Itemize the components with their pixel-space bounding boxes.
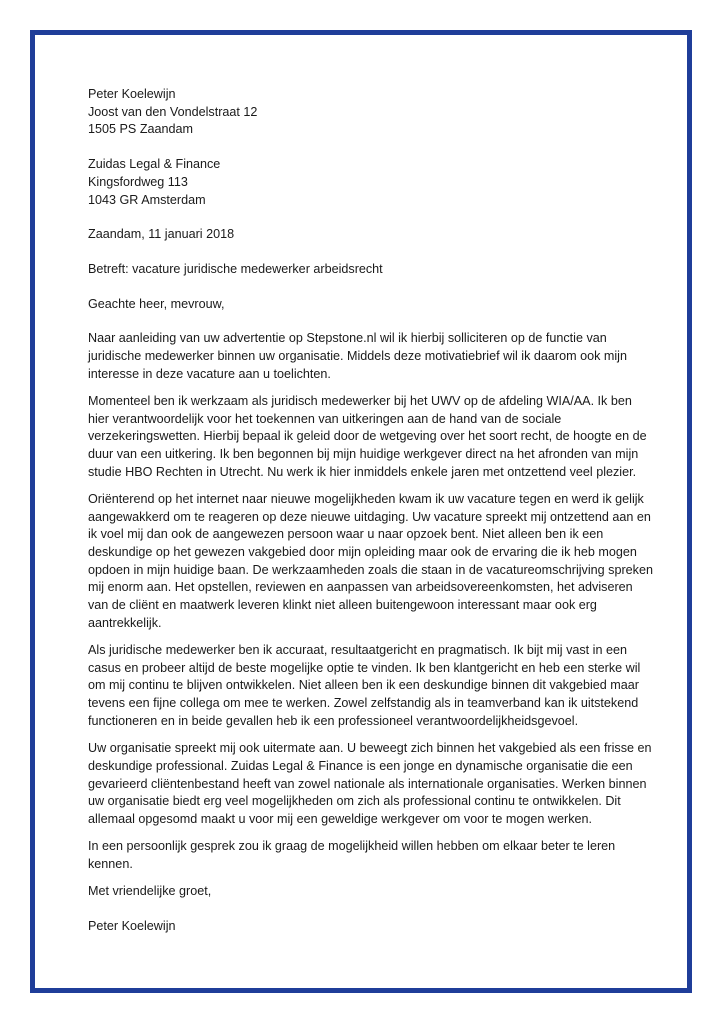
body-paragraph <box>88 491 653 633</box>
sender-name: Peter Koelewijn <box>88 87 176 101</box>
sender-city: 1505 PS Zaandam <box>88 122 194 137</box>
body-line: interesse in deze vacature aan u toelichten. <box>88 366 331 381</box>
body-line: Als juridische medewerker ben ik accuraat, resultaatgericht en pragmatisch. Ik bijt mij vast in een <box>88 643 627 658</box>
body-paragraph <box>88 393 648 482</box>
body-line: deskundige op het gewezen vakgebied door mijn opleiding maar ook de ervaring die ik heb mogen <box>88 545 637 560</box>
subject-line: Betreft: vacature juridische medewerker arbeidsrecht <box>88 261 383 276</box>
sender-street: Joost van den Vondelstraat 12 <box>88 104 258 119</box>
body-line: Uw organisatie spreekt mij ook uitermate aan. U beweegt zich binnen het vakgebied als een frisse en <box>88 741 652 756</box>
body-line: allemaal opgesomd maakt u voor mij een geweldige werkgever om voor te mogen werken. <box>88 811 593 826</box>
date-line: Zaandam, 11 januari 2018 <box>88 227 235 242</box>
body-line: verzekeringswetten. Hierbij bepaal ik geleid door de wetgeving over het soort recht, de hoogte en de <box>88 429 647 444</box>
body-line: Naar aanleiding van uw advertentie op Stepstone.nl wil ik hierbij solliciteren op de functie van <box>88 331 607 346</box>
recipient-street: Kingsfordweg 113 <box>88 174 188 189</box>
body-line: kennen. <box>88 856 133 871</box>
signature-name: Peter Koelewijn <box>88 918 176 933</box>
body-line: aangewakkerd om te reageren op deze nieuwe uitdaging. Uw vacature spreekt mij ontzettend aan en <box>88 509 651 524</box>
body-line: tevens een fijne collega om mee te werken. Zowel zelfstandig als in teamverband kan ik uitstekend <box>88 696 639 711</box>
body-line: van de cliënt en maatwerk leveren klinkt niet alleen buitengewoon interessant maar ook erg <box>88 598 597 613</box>
body-line: uw organisatie biedt erg veel mogelijkheden om zich als professional continu te ontwikkelen. Dit <box>88 794 621 809</box>
body-line: hier verantwoordelijk voor het toekennen van uitkeringen aan de hand van de sociale <box>88 411 562 426</box>
body-line: In een persoonlijk gesprek zou ik graag de mogelijkheid willen hebben om elkaar beter te leren <box>88 839 616 854</box>
body-line: studie HBO Rechten in Utrecht. Nu werk ik hier inmiddels enkele jaren met ontzettend veel plezier. <box>88 464 637 479</box>
body-line: juridische medewerker binnen uw organisatie. Middels deze motivatiebrief wil ik daarom ook mijn <box>88 349 627 364</box>
closing: Met vriendelijke groet, <box>88 884 212 899</box>
body-paragraph <box>88 740 652 829</box>
body-line: gevarieerd cliëntenbestand heeft van zowel nationale als internationale organisaties. Werken binnen <box>88 776 647 791</box>
body-line: duur van een uitkering. Ik ben begonnen bij mijn huidige werkgever direct na het afronden van mijn <box>88 447 639 462</box>
body-line: Oriënterend op het internet naar nieuwe mogelijkheden kwam ik uw vacature tegen en werd ik gelijk <box>88 491 644 506</box>
body-line: Momenteel ben ik werkzaam als juridisch medewerker bij het UWV op de afdeling WIA/AA. Ik ben <box>88 393 632 408</box>
body-paragraph <box>88 642 648 731</box>
body-paragraph <box>88 330 648 383</box>
recipient-address <box>88 156 648 209</box>
salutation: Geachte heer, mevrouw, <box>88 296 225 311</box>
body-line: functioneren en in beide gevallen heb ik een professioneel verantwoordelijkheidsgevoel. <box>88 713 579 728</box>
body-line: deskundige professional. Zuidas Legal & Finance is een jonge en dynamische organisatie die een <box>88 758 633 773</box>
body-line: om mij continu te blijven ontwikkelen. Niet alleen ben ik een deskundige binnen dit vakgebied maar <box>88 678 639 693</box>
letter <box>88 86 653 935</box>
body-paragraph <box>88 838 648 873</box>
recipient-company: Zuidas Legal & Finance <box>88 157 221 172</box>
body-line: opdoen in mijn huidige baan. De werkzaamheden zoals die staan in de vacatureomschrijving spreken <box>88 562 653 577</box>
body-line: casus en probeer altijd de beste mogelijke optie te vinden. Ik ben klantgericht en heb een sterke wil <box>88 660 641 675</box>
recipient-city: 1043 GR Amsterdam <box>88 192 206 207</box>
body-line: ik voel mij dan ook de aangewezen persoon waar u naar opzoek bent. Niet alleen ben ik een <box>88 527 604 542</box>
body-line: mij enorm aan. Het opstellen, reviewen en aanpassen van arbeidsovereenkomsten, het adviseren <box>88 580 633 595</box>
body-line: aantrekkelijk. <box>88 615 162 630</box>
sender-address <box>88 86 648 139</box>
